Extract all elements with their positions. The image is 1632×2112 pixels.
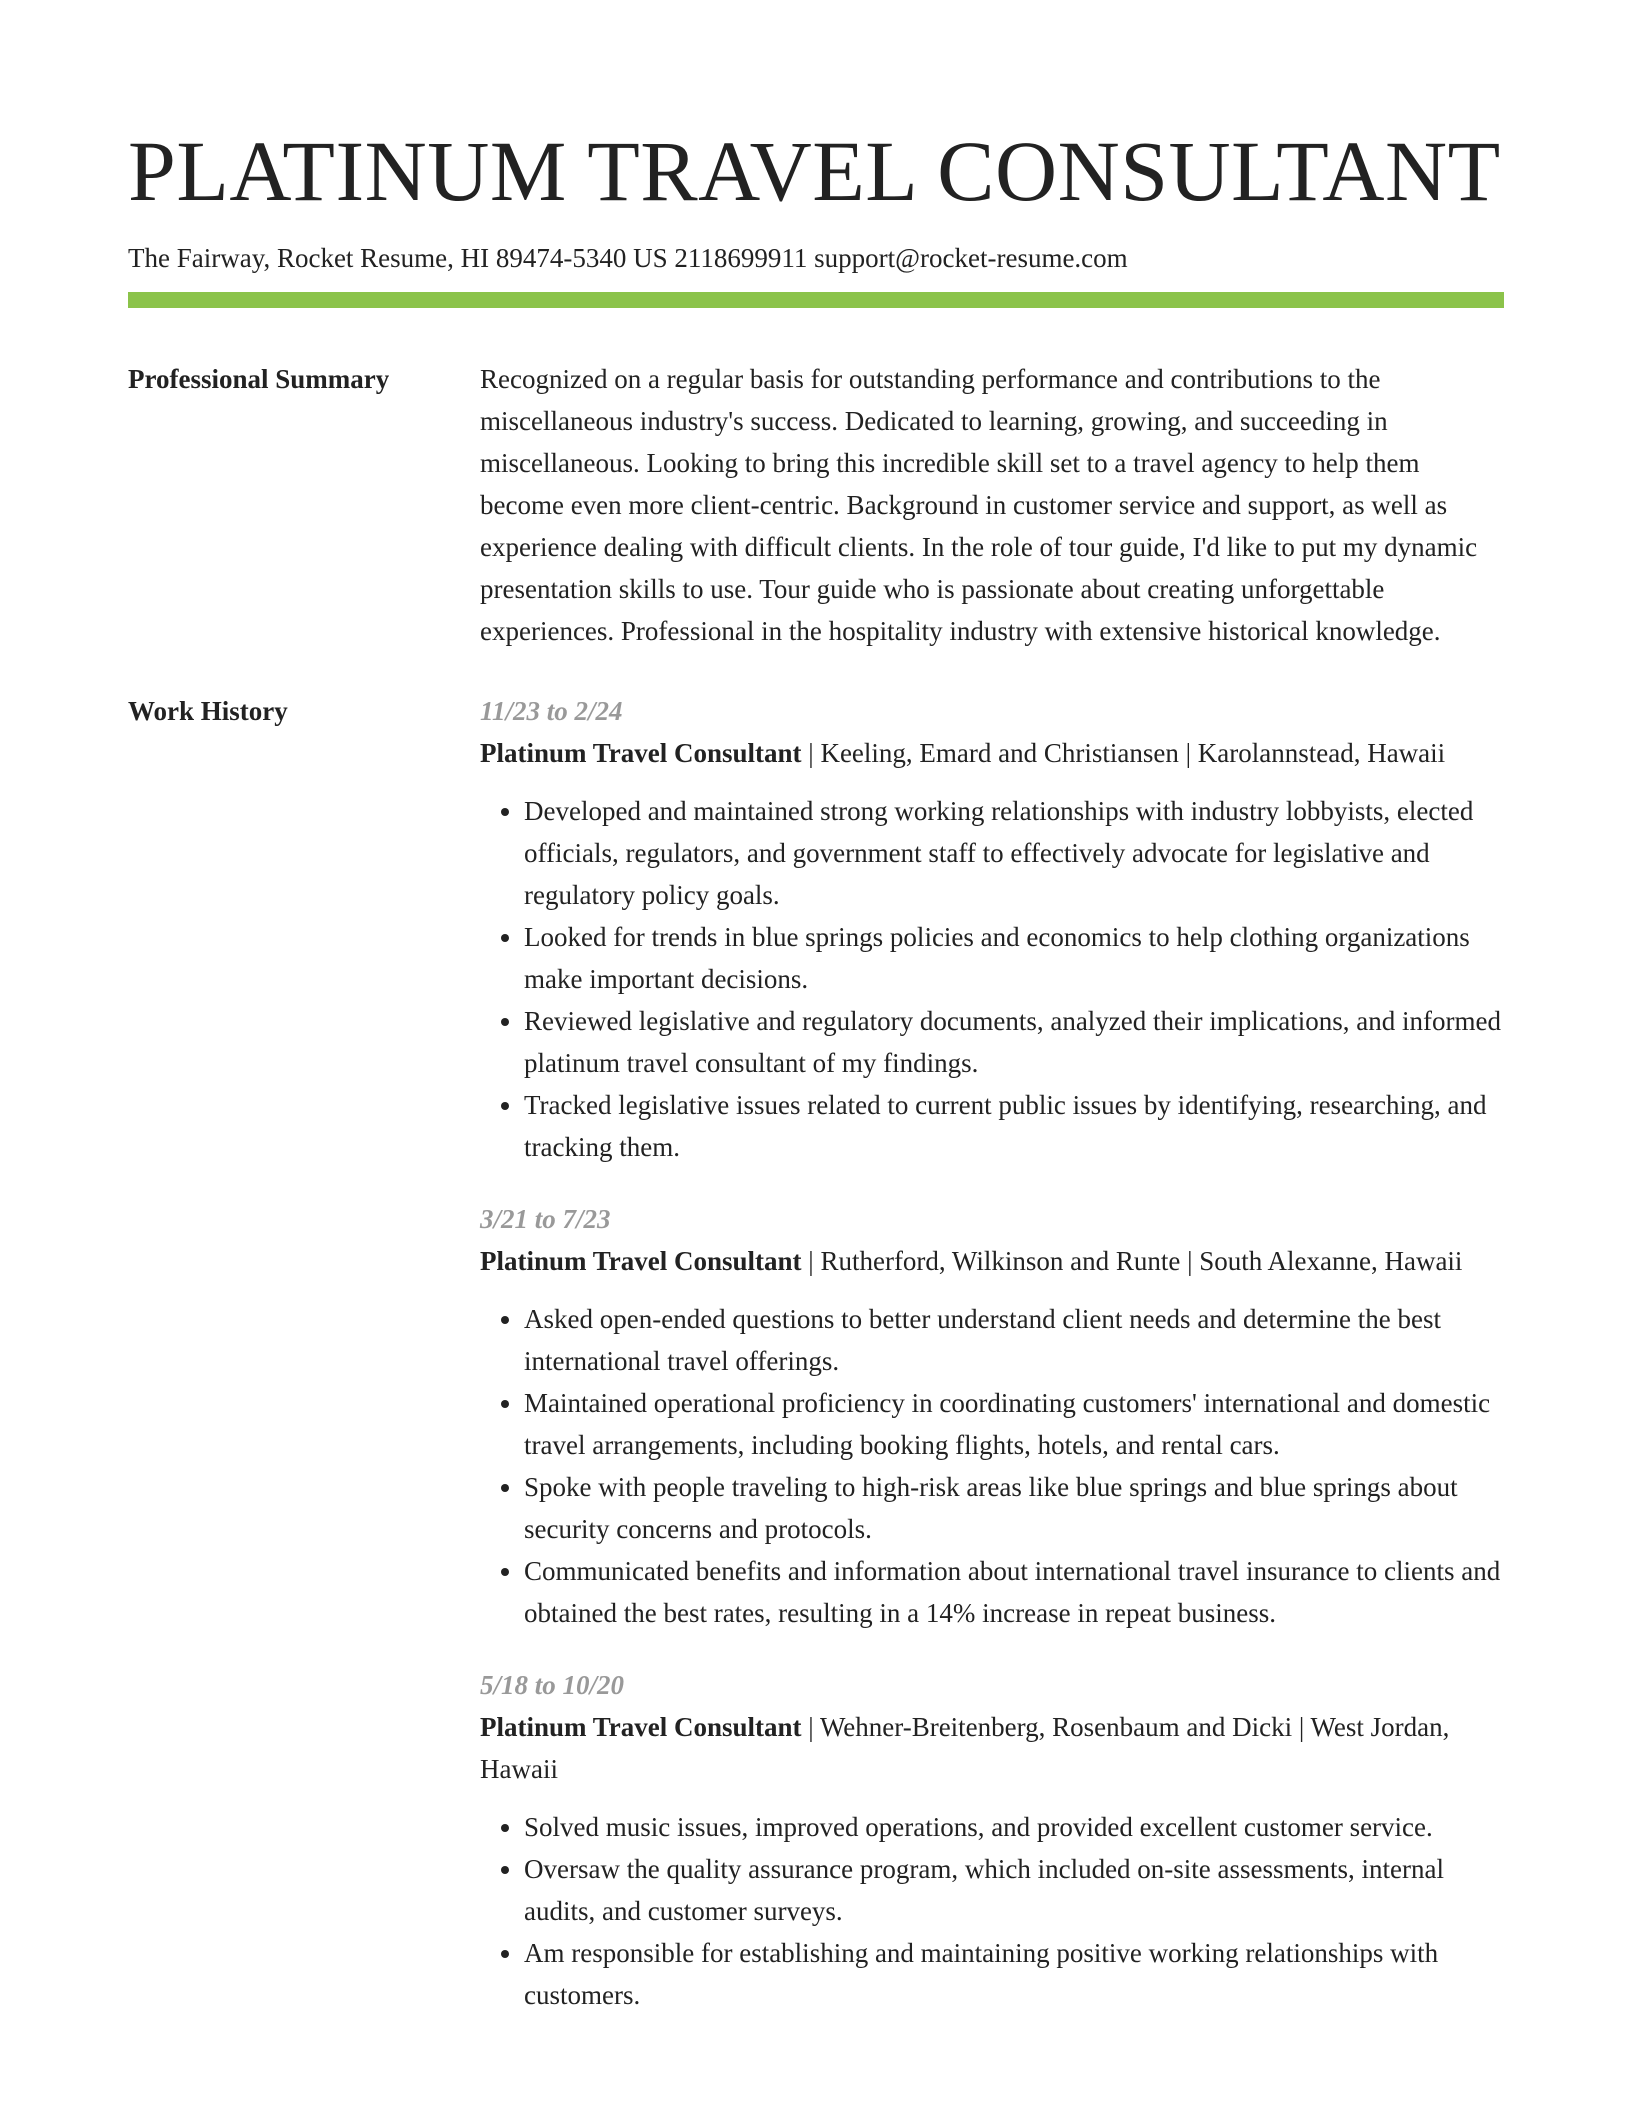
job-bullet: • Looked for trends in blue springs policies and economics to help clothing organizations make important decisions. <box>524 916 1504 1000</box>
summary-section <box>128 358 1504 652</box>
job-bullets <box>480 1806 1504 2016</box>
job-bullet: • Am responsible for establishing and maintaining positive working relationships with customers. <box>524 1932 1504 2016</box>
job-entry <box>480 1664 1504 2016</box>
work-history-heading: Work History <box>128 696 288 726</box>
job-title: Platinum Travel Consultant <box>480 1246 802 1276</box>
job-bullet: • Oversaw the quality assurance program, which included on-site assessments, internal audits, and customer surveys. <box>524 1848 1504 1932</box>
job-details: | Rutherford, Wilkinson and Runte | South Alexanne, Hawaii <box>801 1246 1463 1276</box>
job-details: | Wehner-Breitenberg, Rosenbaum and Dicki | West Jordan, Hawaii <box>480 1712 1450 1784</box>
work-history-list <box>480 690 1504 2046</box>
job-bullet: • Developed and maintained strong working relationships with industry lobbyists, elected officials, regulators, and government staff to effectively advocate for legislative and regulatory policy goals. <box>524 790 1504 916</box>
job-heading <box>480 1706 1504 1790</box>
job-entry <box>480 690 1504 1168</box>
job-details: | Keeling, Emard and Christiansen | Karolannstead, Hawaii <box>801 738 1446 768</box>
job-heading <box>480 732 1504 774</box>
job-bullet: • Solved music issues, improved operations, and provided excellent customer service. <box>524 1806 1504 1848</box>
job-heading <box>480 1240 1504 1282</box>
work-history-section <box>128 690 1504 2046</box>
job-bullet: • Asked open-ended questions to better understand client needs and determine the best international travel offerings. <box>524 1298 1504 1382</box>
job-entry <box>480 1198 1504 1634</box>
resume-page <box>128 0 1504 2046</box>
job-bullets <box>480 790 1504 1168</box>
job-bullet: • Reviewed legislative and regulatory documents, analyzed their implications, and informed platinum travel consultant of my findings. <box>524 1000 1504 1084</box>
contact-info: The Fairway, Rocket Resume, HI 89474-5340 US 2118699911 support@rocket-resume.com <box>128 243 1128 273</box>
header-divider <box>128 292 1504 308</box>
job-bullet: • Maintained operational proficiency in coordinating customers' international and domestic travel arrangements, including booking flights, hotels, and rental cars. <box>524 1382 1504 1466</box>
job-dates: 3/21 to 7/23 <box>480 1204 611 1234</box>
job-title: Platinum Travel Consultant <box>480 1712 802 1742</box>
job-bullet: • Communicated benefits and information about international travel insurance to clients and obtained the best rates, resulting in a 14% increase in repeat business. <box>524 1550 1504 1634</box>
summary-heading: Professional Summary <box>128 364 390 394</box>
job-bullets <box>480 1298 1504 1634</box>
job-title: Platinum Travel Consultant <box>480 738 802 768</box>
job-bullet: • Tracked legislative issues related to current public issues by identifying, researching, and tracking them. <box>524 1084 1504 1168</box>
job-dates: 11/23 to 2/24 <box>480 696 623 726</box>
page-title: PLATINUM TRAVEL CONSULTANT <box>128 123 1501 219</box>
summary-text: Recognized on a regular basis for outstanding performance and contributions to the miscellaneous industry's success. Dedicated to learning, growing, and succeeding in miscellaneous. Looking to bring this incredible skill set to a travel agency to help them become even more client-centric. Background in customer service and support, as well as experience dealing with difficult clients. In the role of tour guide, I'd like to put my dynamic presentation skills to use. Tour guide who is passionate about creating unforgettable experiences. Professional in the hospitality industry with extensive historical knowledge. <box>480 364 1478 646</box>
job-bullet: • Spoke with people traveling to high-risk areas like blue springs and blue springs about security concerns and protocols. <box>524 1466 1504 1550</box>
job-dates: 5/18 to 10/20 <box>480 1670 625 1700</box>
